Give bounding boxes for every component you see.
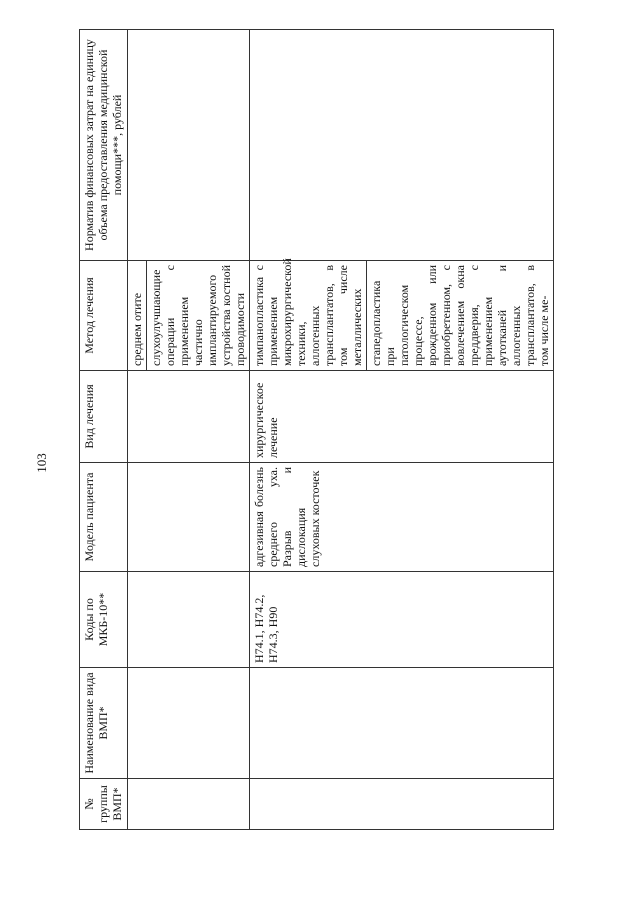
cell-codes: H74.1, H74.2, H74.3, H90 [250,572,554,668]
header-group-number: № группы ВМП* [80,779,128,830]
header-treatment-type: Вид лечения [80,371,128,463]
cell-cost [128,30,250,261]
method-text: тимпанопластика с применением микрохирургической техники, аллогенных трансплантатов, в том числе металлических [250,261,367,370]
cell-type-name [128,668,250,779]
table-row [250,30,554,830]
rotated-table-container [79,30,551,830]
method-text: стапедопластика при патологическом процессе, врожденном или приобретенном, с вовлечением окна преддверия, с применением аутотканей и аллогенных трансплантатов, в том числе ме- [369,265,551,366]
cell-model [128,463,250,572]
method-subtable [128,261,249,370]
cell-codes [128,572,250,668]
cell-cost [250,30,554,261]
cell-method [128,261,250,371]
medical-care-table [79,29,554,830]
cell-type-name [250,668,554,779]
header-patient-model: Модель пациента [80,463,128,572]
cell-group [128,779,250,830]
header-cost-norm: Норматив финансовых затрат на единицу объема предоставления медицинской помощи***, рублей [80,30,128,261]
method-text: слухоулучшающие операции с применением частично имплантируемого устройства костной проводимости [149,265,247,366]
cell-method [250,258,554,371]
header-type-name: Наименование вида ВМП* [80,668,128,779]
cell-treatment [128,371,250,463]
method-text: среднем отите [128,261,147,370]
cell-model: адгезивная болезнь среднего уха. Разрыв и дислокация слуховых косточек [250,463,554,572]
table-row [128,30,250,830]
cell-group [250,779,554,830]
cell-treatment: хирургическое лечение [250,371,554,463]
header-treatment-method: Метод лечения [80,261,128,371]
header-icd-codes: Коды по МКБ-10** [80,572,128,668]
method-subtable [250,258,553,370]
header-row [80,30,128,830]
page-number: 103 [34,453,49,473]
